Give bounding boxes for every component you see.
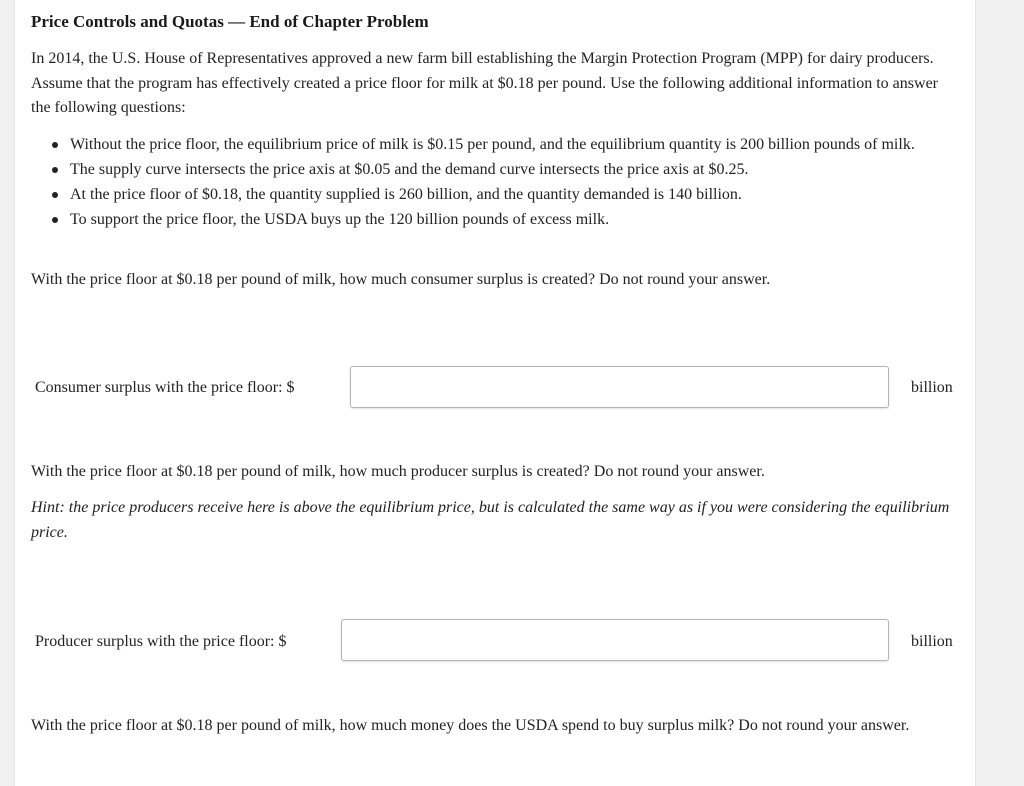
list-item-text: Without the price floor, the equilibrium price of milk is $0.15 per pound, and the equilibrium quantity is 200 billion pounds of milk. xyxy=(70,136,915,153)
question-consumer-surplus: With the price floor at $0.18 per pound of milk, how much consumer surplus is created? Do not round your answer. xyxy=(31,271,771,288)
info-list xyxy=(31,133,931,233)
problem-intro: In 2014, the U.S. House of Representatives approved a new farm bill establishing the Margin Protection Program (MPP) for dairy producers. Assume that the program has effectively created a price floor for milk at $0.18 per pound. Use the following additional information to answer the following questions: xyxy=(31,50,938,116)
list-item xyxy=(31,158,931,183)
bullet-icon xyxy=(52,167,58,173)
problem-title: Price Controls and Quotas — End of Chapter Problem xyxy=(31,12,429,31)
consumer-surplus-unit: billion xyxy=(911,379,953,396)
producer-surplus-unit: billion xyxy=(911,633,953,650)
list-item-text: At the price floor of $0.18, the quantity supplied is 260 billion, and the quantity demanded is 140 billion. xyxy=(70,186,742,203)
problem-card xyxy=(14,0,976,786)
list-item-text: The supply curve intersects the price axis at $0.05 and the demand curve intersects the price axis at $0.25. xyxy=(70,161,749,178)
list-item xyxy=(31,133,931,158)
bullet-icon xyxy=(52,217,58,223)
list-item-text: To support the price floor, the USDA buys up the 120 billion pounds of excess milk. xyxy=(70,211,610,228)
list-item xyxy=(31,183,931,208)
consumer-surplus-input[interactable] xyxy=(350,366,889,408)
bullet-icon xyxy=(52,192,58,198)
bullet-icon xyxy=(52,142,58,148)
producer-surplus-input[interactable] xyxy=(341,619,889,661)
producer-surplus-hint: Hint: the price producers receive here is above the equilibrium price, but is calculated the same way as if you were considering the equilibrium price. xyxy=(31,499,950,541)
consumer-surplus-label: Consumer surplus with the price floor: $ xyxy=(35,379,295,396)
list-item xyxy=(31,208,931,233)
producer-surplus-label: Producer surplus with the price floor: $ xyxy=(35,633,287,650)
question-usda-spending: With the price floor at $0.18 per pound of milk, how much money does the USDA spend to buy surplus milk? Do not round your answer. xyxy=(31,717,910,734)
question-producer-surplus: With the price floor at $0.18 per pound of milk, how much producer surplus is created? Do not round your answer. xyxy=(31,463,765,480)
